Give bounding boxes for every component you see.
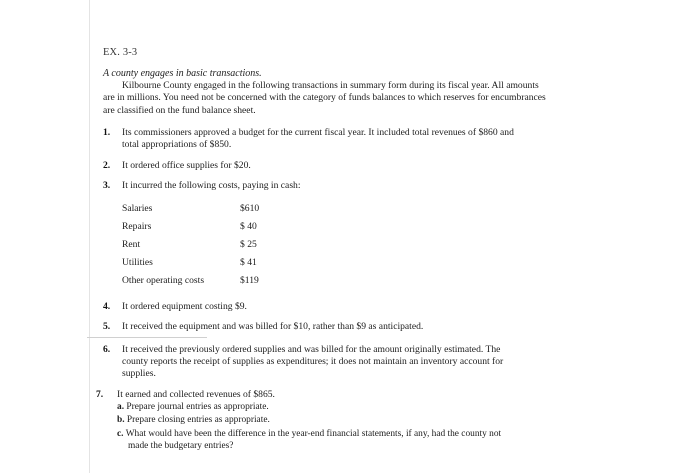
part-item <box>117 415 270 427</box>
cost-value: $ 41 <box>240 257 257 268</box>
part-text: Prepare closing entries as appropriate. <box>126 415 270 425</box>
item-text: county reports the receipt of supplies as expenditures; it does not maintain an inventory account for <box>122 356 504 367</box>
intro-text: Kilbourne County engaged in the following transactions in summary form during its fiscal year. All amounts are in millions. You need not be concerned with the category of funds balances to which reserves for encumbrances are classified on the fund balance sheet. <box>103 80 546 116</box>
part-text: What would have been the difference in the year-end financial statements, if any, had the county not <box>125 429 502 439</box>
item-text: It earned and collected revenues of $865. <box>117 389 275 400</box>
item-number: 3. <box>103 180 111 191</box>
item-number: 4. <box>103 301 111 312</box>
part-letter: b. <box>117 415 125 425</box>
item-number: 5. <box>103 321 111 332</box>
cost-label: Rent <box>122 239 141 250</box>
cost-value: $ 40 <box>240 221 257 232</box>
item-text: It received the equipment and was billed for $10, rather than $9 as anticipated. <box>122 321 424 332</box>
item-text: It ordered equipment costing $9. <box>122 301 247 312</box>
part-letter: c. <box>117 429 124 439</box>
item-text: It ordered office supplies for $20. <box>122 160 251 171</box>
part-item <box>117 402 269 414</box>
item-text: It received the previously ordered supplies and was billed for the amount originally estimated. The <box>122 344 501 355</box>
divider-line <box>87 337 207 338</box>
part-text: made the budgetary entries? <box>128 441 234 451</box>
item-text: It incurred the following costs, paying in cash: <box>122 180 301 191</box>
left-border-line <box>89 0 90 473</box>
part-text: Prepare journal entries as appropriate. <box>126 402 269 412</box>
item-number: 1. <box>103 127 111 138</box>
cost-label: Repairs <box>122 221 152 232</box>
item-text: supplies. <box>122 368 156 379</box>
item-text: total appropriations of $850. <box>122 139 232 150</box>
part-letter: a. <box>117 402 125 412</box>
exercise-title: EX. 3-3 <box>103 47 138 58</box>
cost-label: Other operating costs <box>122 275 205 286</box>
intro-paragraph <box>103 80 548 117</box>
cost-value: $119 <box>240 275 259 286</box>
cost-value: $ 25 <box>240 239 257 250</box>
item-text: Its commissioners approved a budget for the current fiscal year. It included total revenues of $860 and <box>122 127 514 138</box>
item-number: 2. <box>103 160 111 171</box>
item-number: 6. <box>103 344 111 355</box>
item-number: 7. <box>96 389 104 400</box>
part-item <box>117 429 501 441</box>
exercise-subtitle: A county engages in basic transactions. <box>103 68 262 79</box>
cost-value: $610 <box>240 203 260 214</box>
cost-label: Utilities <box>122 257 153 268</box>
cost-label: Salaries <box>122 203 153 214</box>
